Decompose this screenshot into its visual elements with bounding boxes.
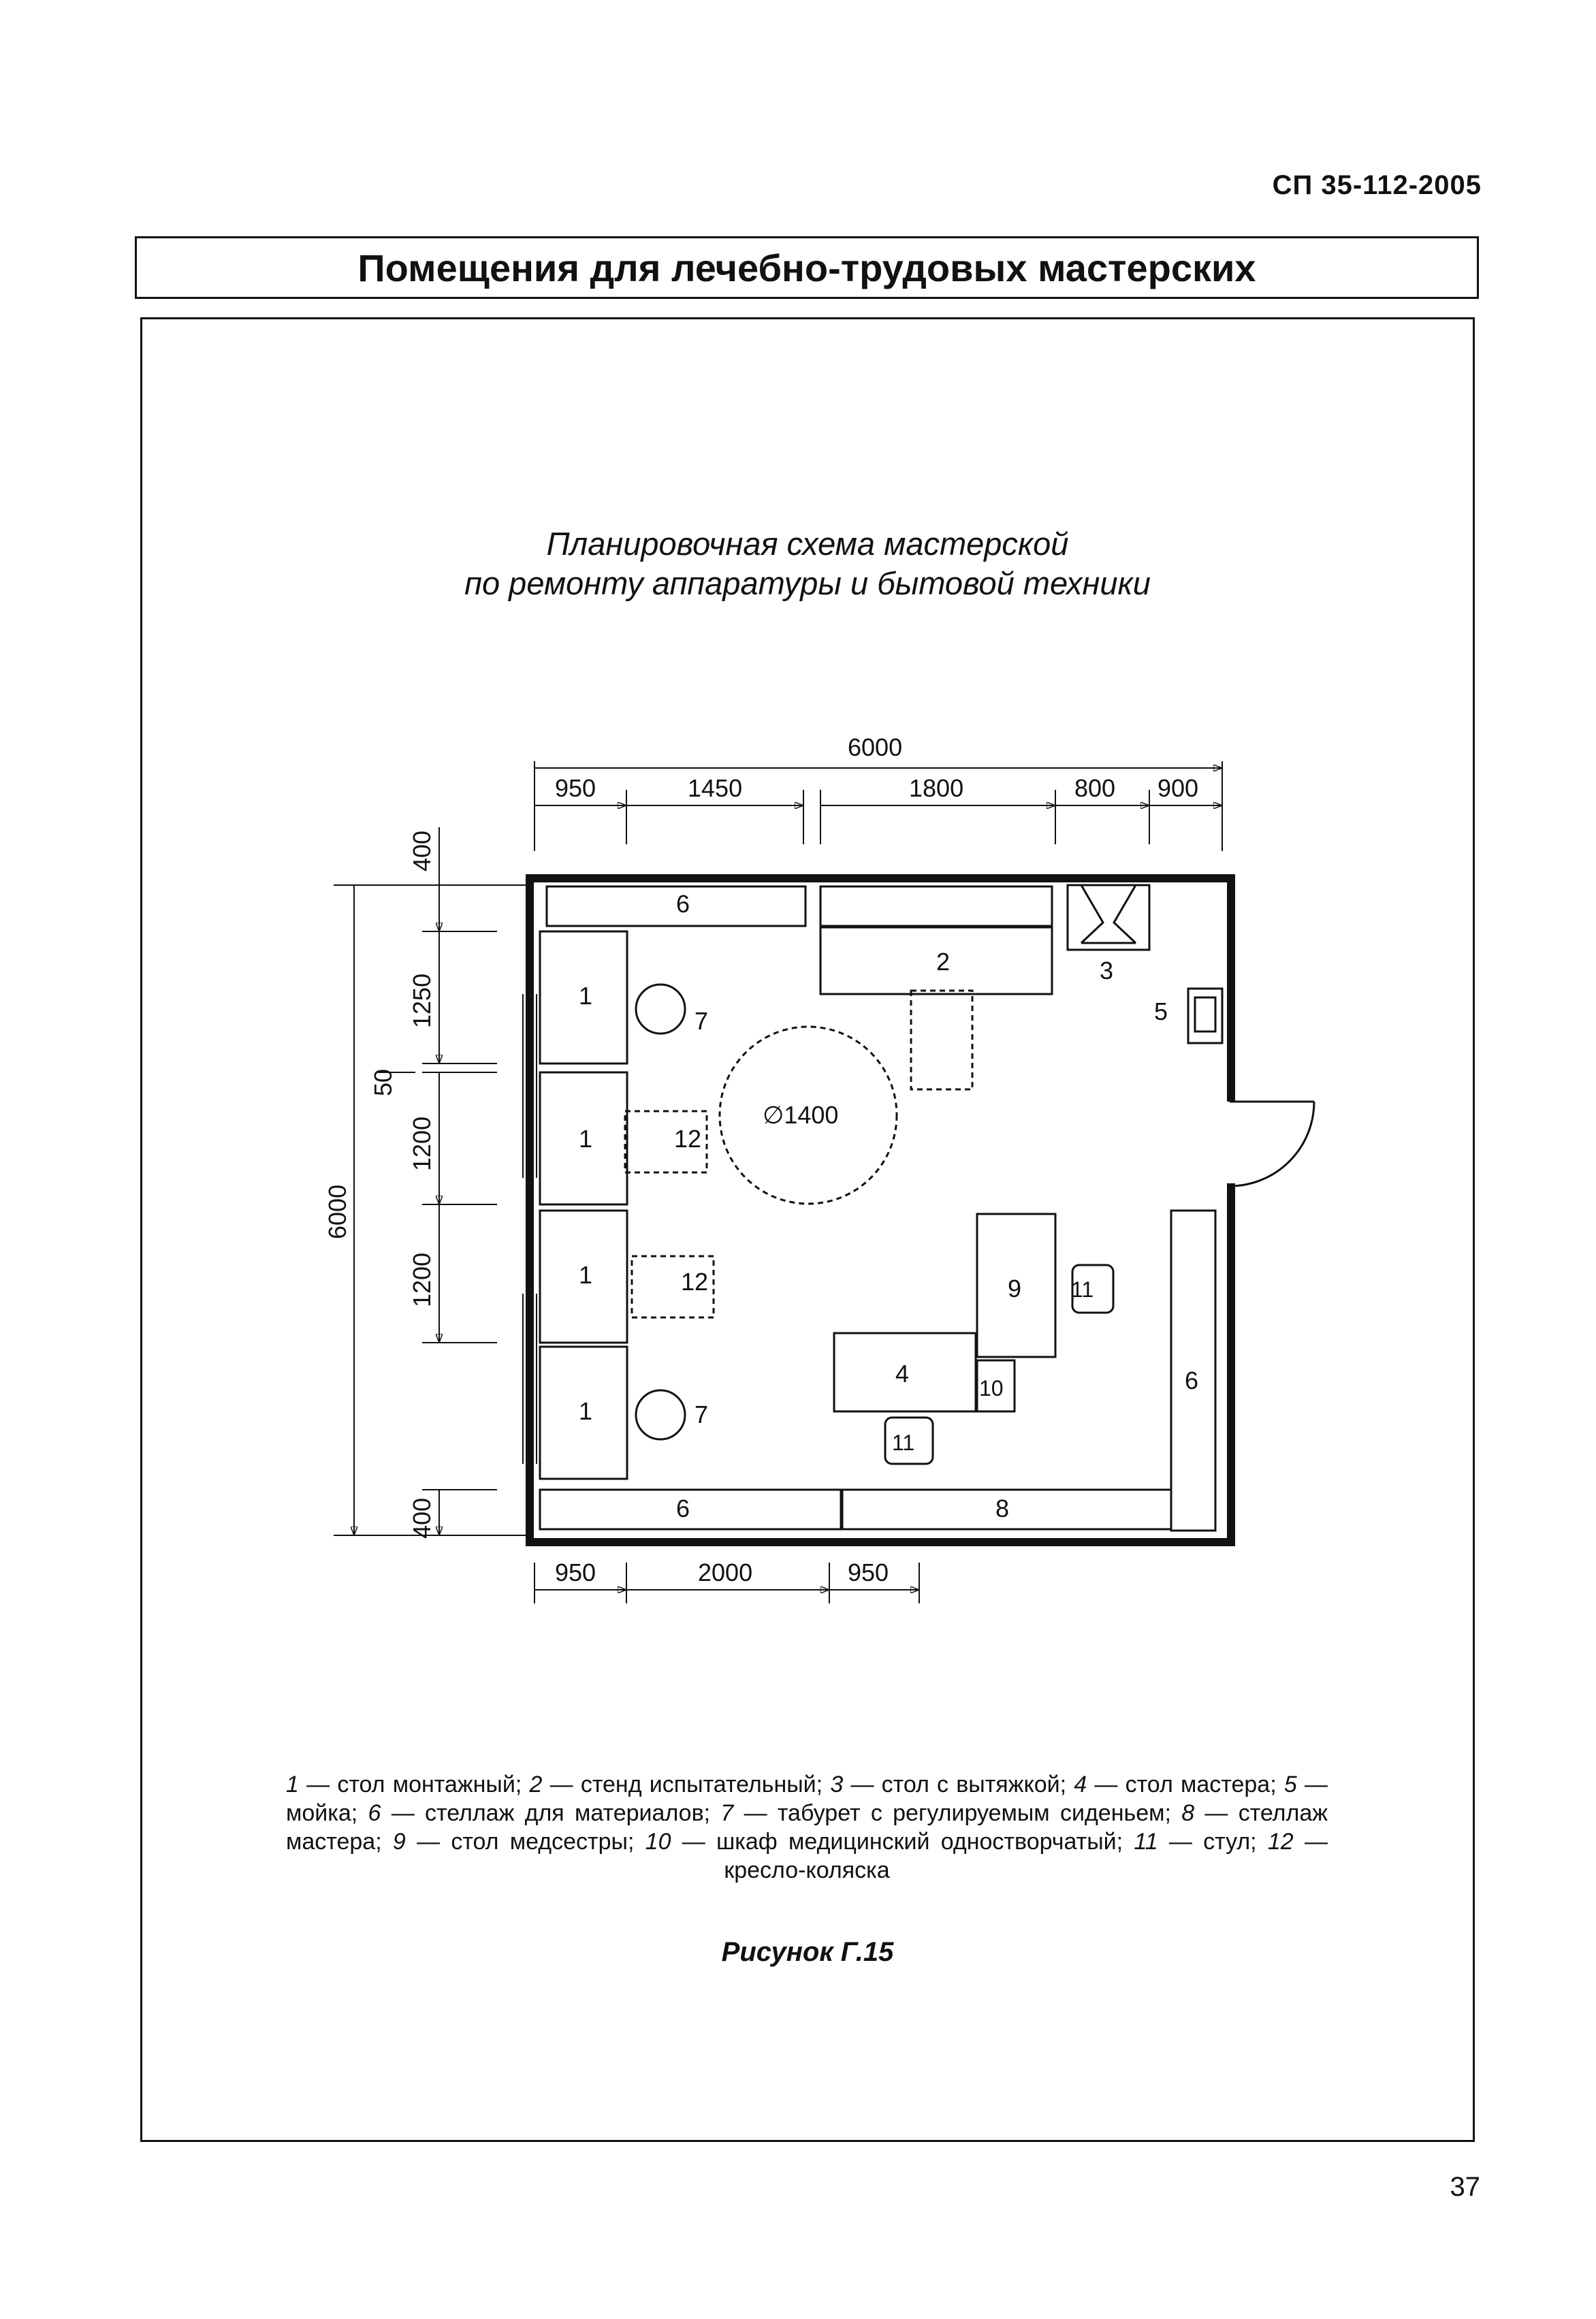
label-1a: 1 [579, 982, 593, 1010]
legend-num: 11 [1134, 1829, 1158, 1855]
figure-title-line-1: Планировочная схема мастерской [546, 526, 1069, 562]
label-5: 5 [1154, 997, 1168, 1025]
label-9: 9 [1008, 1275, 1022, 1302]
section-title: Помещения для лечебно-трудовых мастерских [357, 246, 1256, 289]
label-4: 4 [895, 1360, 910, 1388]
label-12b: 12 [681, 1268, 709, 1296]
dim-bottom-2000: 2000 [698, 1558, 753, 1586]
label-6-bottom: 6 [676, 1494, 690, 1522]
dim-left-1200b: 1200 [408, 1252, 436, 1307]
dim-top-1450: 1450 [688, 774, 743, 802]
legend-num: 4 [1074, 1772, 1087, 1797]
legend-text: — стеллаж мастера; [286, 1800, 1328, 1855]
label-8: 8 [995, 1494, 1010, 1522]
label-11b: 11 [892, 1430, 915, 1455]
legend-text: — стол монтажный; [298, 1772, 530, 1797]
door-swing-arc [1230, 1102, 1314, 1186]
fume-hood-icon [1081, 885, 1136, 943]
label-1b: 1 [579, 1125, 593, 1153]
test-stand-top [820, 886, 1052, 926]
legend-num: 1 [286, 1772, 299, 1797]
legend-num: 10 [645, 1829, 671, 1855]
dim-top-800: 800 [1074, 774, 1116, 802]
figure-title-line-2: по ремонту аппаратуры и бытовой техники [464, 565, 1151, 601]
legend-text: — стенд испытательный; [542, 1772, 831, 1797]
legend-text: — шкаф медицинский одностворчатый; [671, 1829, 1134, 1855]
dim-top-total: 6000 [848, 733, 903, 761]
wheelchair-at-stand [911, 991, 972, 1089]
legend-num: 3 [830, 1772, 844, 1797]
label-2: 2 [936, 948, 951, 976]
dim-left-1200a: 1200 [408, 1116, 436, 1171]
legend-num: 5 [1283, 1772, 1297, 1797]
legend-text: — стол медсестры; [405, 1829, 645, 1855]
figure-caption: Рисунок Г.15 [721, 1937, 894, 1967]
label-12a: 12 [674, 1125, 702, 1153]
dashed-elements [625, 991, 972, 1317]
dim-left-400a: 400 [408, 830, 436, 871]
label-7a: 7 [695, 1007, 709, 1035]
dim-left-total: 6000 [323, 1184, 351, 1239]
figure-legend [286, 1770, 1328, 1885]
dim-top-900: 900 [1158, 774, 1199, 802]
stool-1 [636, 985, 685, 1034]
label-1c: 1 [579, 1261, 593, 1289]
label-1d: 1 [579, 1397, 593, 1425]
legend-num: 7 [720, 1800, 734, 1826]
document-code: СП 35-112-2005 [1272, 170, 1482, 200]
legend-num: 12 [1267, 1829, 1294, 1855]
dim-top-950: 950 [555, 774, 596, 802]
label-6-right: 6 [1185, 1366, 1199, 1394]
legend-num: 2 [529, 1772, 543, 1797]
legend-text: — кресло-коляска [724, 1829, 1328, 1883]
dim-left-400b: 400 [408, 1497, 436, 1539]
label-7b: 7 [695, 1401, 709, 1428]
label-10: 10 [979, 1376, 1004, 1401]
label-3: 3 [1100, 957, 1114, 985]
round-table-label: ∅1400 [763, 1101, 839, 1129]
dim-top-1800: 1800 [909, 774, 964, 802]
fume-hood-table [1068, 885, 1149, 950]
legend-num: 8 [1181, 1800, 1195, 1826]
legend-text: — стеллаж для материалов; [381, 1800, 721, 1826]
legend-text: — стол с вытяжкой; [843, 1772, 1074, 1797]
page-number: 37 [1450, 2172, 1480, 2202]
dim-bottom-950a: 950 [555, 1558, 596, 1586]
dim-left-50: 50 [369, 1068, 397, 1096]
legend-text: — стул; [1158, 1829, 1268, 1855]
dim-left-1250: 1250 [408, 973, 436, 1028]
left-dimensions [334, 827, 531, 1535]
dim-bottom-950b: 950 [848, 1558, 889, 1586]
top-dimensions [534, 761, 1222, 851]
label-11a: 11 [1071, 1277, 1094, 1302]
legend-num: 9 [392, 1829, 406, 1855]
furniture [540, 885, 1222, 1531]
label-6-top: 6 [676, 890, 690, 918]
legend-text: — мойка; [286, 1772, 1328, 1826]
shelf-materials-bottom [540, 1490, 841, 1529]
sink-basin [1195, 997, 1215, 1031]
stool-2 [636, 1390, 685, 1439]
legend-num: 6 [368, 1800, 381, 1826]
legend-text: — стол мастера; [1087, 1772, 1284, 1797]
legend-text: — табурет с регулируемым сиденьем; [733, 1800, 1182, 1826]
